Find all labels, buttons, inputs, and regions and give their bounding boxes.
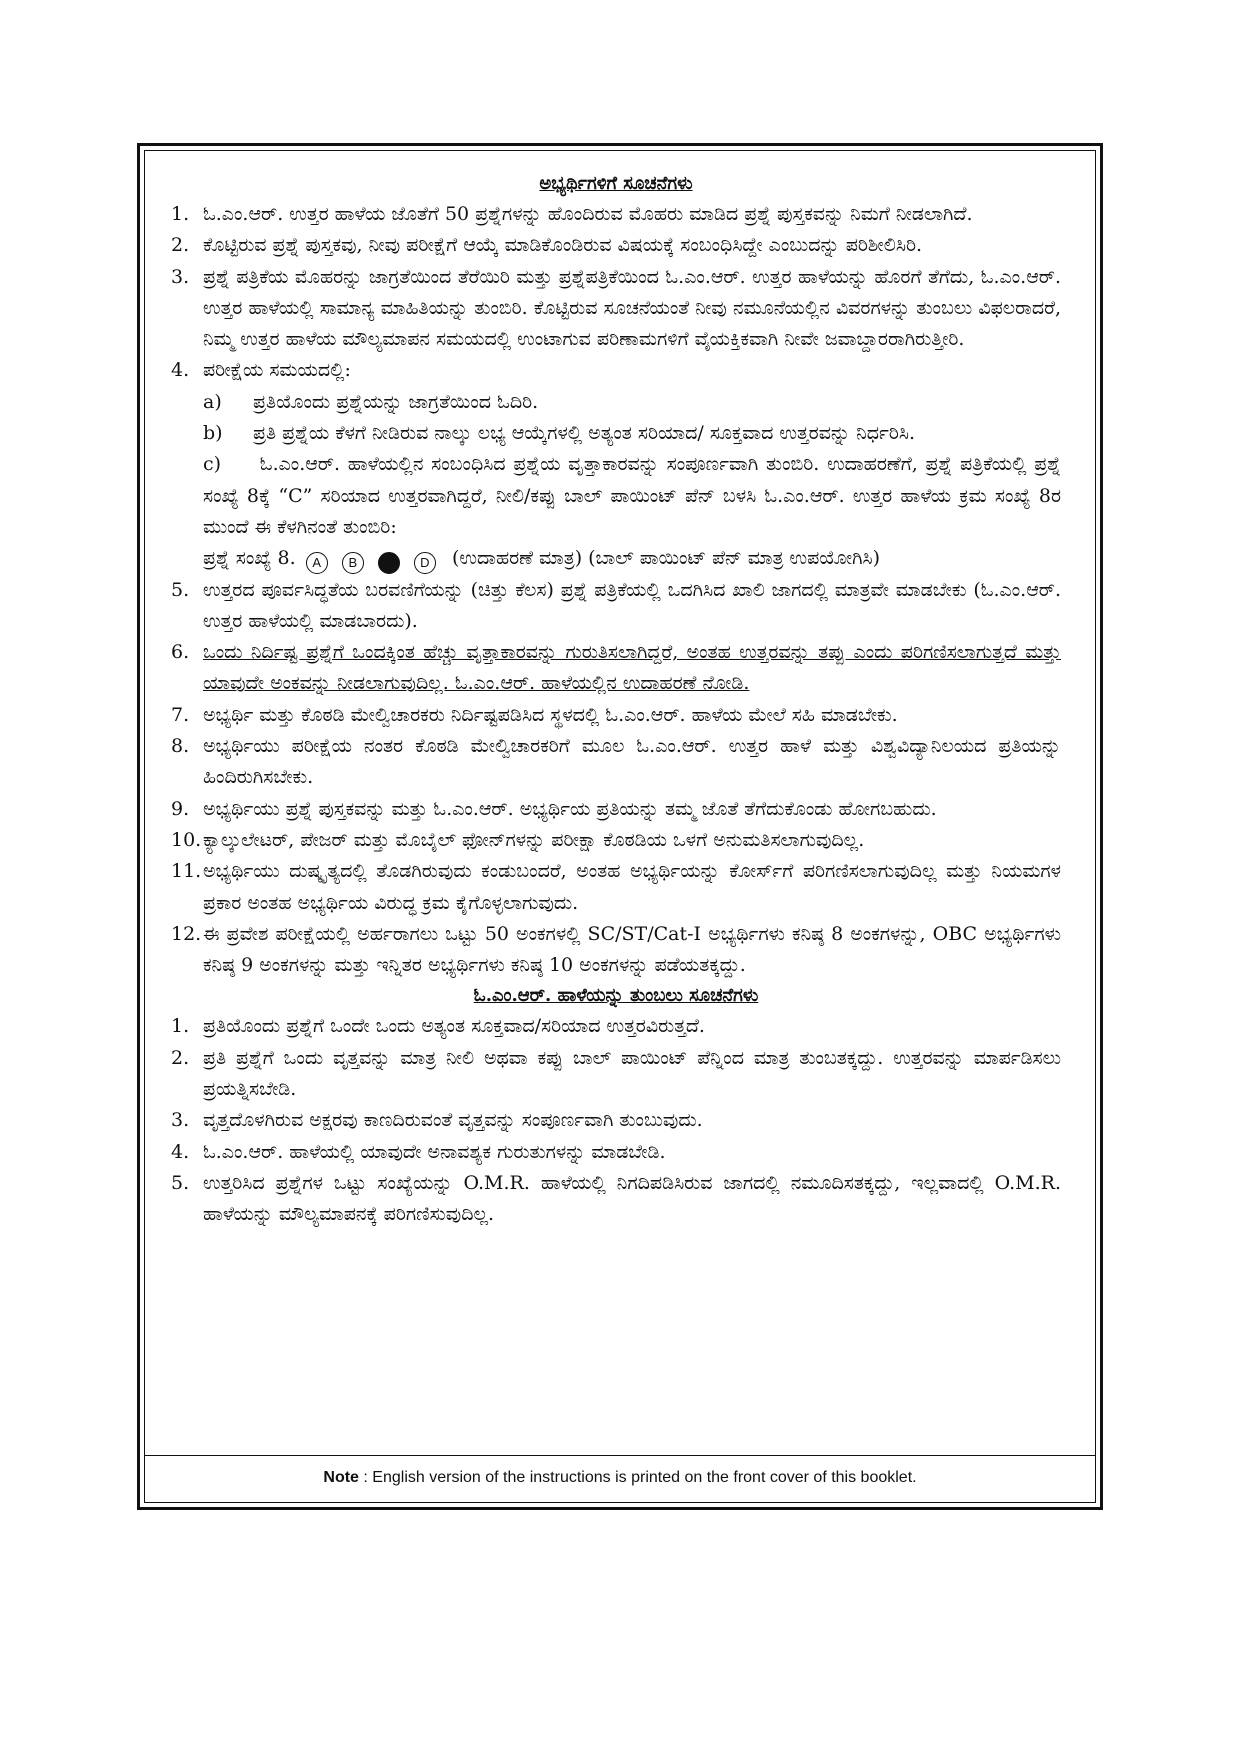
omr-bubble-c-filled: C xyxy=(378,552,400,574)
instruction-item: 5. ಉತ್ತರದ ಪೂರ್ವಸಿದ್ಧತೆಯ ಬರವಣಿಗೆಯನ್ನು (ಚಿತ್ತು ಕೆಲಸ) ಪ್ರಶ್ನೆ ಪತ್ರಿಕೆಯಲ್ಲಿ ಒದಗಿಸಿದ ಖಾಲಿ ಜಾಗದಲ್ಲಿ ಮಾತ್ರವೇ ಮಾಡಬೇಕು (ಓ.ಎಂ.ಆರ್. ಉತ್ತರ ಹಾಳೆಯಲ್ಲಿ ಮಾಡಬಾರದು). xyxy=(171,578,1061,632)
instruction-subitems xyxy=(171,387,1061,575)
instruction-item: 4. ಪರೀಕ್ಷೆಯ ಸಮಯದಲ್ಲಿ: xyxy=(171,359,351,382)
instruction-item: 9. ಅಭ್ಯರ್ಥಿಯು ಪ್ರಶ್ನೆ ಪುಸ್ತಕವನ್ನು ಮತ್ತು ಓ.ಎಂ.ಆರ್. ಅಭ್ಯರ್ಥಿಯ ಪ್ರತಿಯನ್ನು ತಮ್ಮ ಜೊತೆ ತೆಗೆದುಕೊಂಡು ಹೋಗಬಹುದು. xyxy=(171,797,937,820)
omr-instruction-item: 5. ಉತ್ತರಿಸಿದ ಪ್ರಶ್ನೆಗಳ ಒಟ್ಟು ಸಂಖ್ಯೆಯನ್ನು O.M.R. ಹಾಳೆಯಲ್ಲಿ ನಿಗದಿಪಡಿಸಿರುವ ಜಾಗದಲ್ಲಿ ನಮೂದಿಸತಕ್ಕದ್ದು, ಇಲ್ಲವಾದಲ್ಲಿ O.M.R. ಹಾಳೆಯನ್ನು ಮೌಲ್ಯಮಾಪನಕ್ಕೆ ಪರಿಗಣಿಸುವುದಿಲ್ಲ. xyxy=(171,1171,1061,1226)
instruction-item: 6. ಒಂದು ನಿರ್ದಿಷ್ಟ ಪ್ರಶ್ನೆಗೆ ಒಂದಕ್ಕಿಂತ ಹೆಚ್ಚು ವೃತ್ತಾಕಾರವನ್ನು ಗುರುತಿಸಲಾಗಿದ್ದರೆ, ಅಂತಹ ಉತ್ತರವನ್ನು ತಪ್ಪು ಎಂದು ಪರಿಗಣಿಸಲಾಗುತ್ತದೆ ಮತ್ತು ಯಾವುದೇ ಅಂಕವನ್ನು ನೀಡಲಾಗುವುದಿಲ್ಲ. ಓ.ಎಂ.ಆರ್. ಹಾಳೆಯಲ್ಲಿನ ಉದಾಹರಣೆ ನೋಡಿ. xyxy=(171,641,1061,695)
section2-heading: ಓ.ಎಂ.ಆರ್. ಹಾಳೆಯನ್ನು ತುಂಬಲು ಸೂಚನೆಗಳು xyxy=(473,985,759,1007)
instruction-item: 2. ಕೊಟ್ಟಿರುವ ಪ್ರಶ್ನೆ ಪುಸ್ತಕವು, ನೀವು ಪರೀಕ್ಷೆಗೆ ಆಯ್ಕೆ ಮಾಡಿಕೊಂಡಿರುವ ವಿಷಯಕ್ಕೆ ಸಂಬಂಧಿಸಿದ್ದೇ ಎಂಬುದನ್ನು ಪರಿಶೀಲಿಸಿರಿ. xyxy=(171,234,923,257)
instructions-inner-frame xyxy=(144,150,1096,1503)
omr-example-row: ಪ್ರಶ್ನೆ ಸಂಖ್ಯೆ 8. A B C D (ಉದಾಹರಣೆ ಮಾತ್ರ) (ಬಾಲ್ ಪಾಯಿಂಟ್ ಪೆನ್ ಮಾತ್ರ ಉಪಯೋಗಿಸಿ) xyxy=(203,543,1061,574)
note-text: : English version of the instructions is printed on the front cover of this booklet. xyxy=(363,1469,917,1486)
omr-instruction-item: 3. ವೃತ್ತದೊಳಗಿರುವ ಅಕ್ಷರವು ಕಾಣದಿರುವಂತೆ ವೃತ್ತವನ್ನು ಸಂಪೂರ್ಣವಾಗಿ ತುಂಬುವುದು. xyxy=(171,1109,703,1132)
instruction-item: 1. ಓ.ಎಂ.ಆರ್. ಉತ್ತರ ಹಾಳೆಯ ಜೊತೆಗೆ 50 ಪ್ರಶ್ನೆಗಳನ್ನು ಹೊಂದಿರುವ ಮೊಹರು ಮಾಡಿದ ಪ್ರಶ್ನೆ ಪುಸ್ತಕವನ್ನು ನಿಮಗೆ ನೀಡಲಾಗಿದೆ. xyxy=(171,203,973,225)
sub-item-b: b) ಪ್ರತಿ ಪ್ರಶ್ನೆಯ ಕೆಳಗೆ ನೀಡಿರುವ ನಾಲ್ಕು ಲಭ್ಯ ಆಯ್ಕೆಗಳಲ್ಲಿ ಅತ್ಯಂತ ಸರಿಯಾದ/ ಸೂಕ್ತವಾದ ಉತ್ತರವನ್ನು ನಿರ್ಧರಿಸಿ. xyxy=(203,422,915,445)
section1-heading: ಅಭ್ಯರ್ಥಿಗಳಿಗೆ ಸೂಚನೆಗಳು xyxy=(539,173,693,194)
omr-bubble-b: B xyxy=(342,552,364,574)
sub-item-a: a) ಪ್ರತಿಯೊಂದು ಪ್ರಶ್ನೆಯನ್ನು ಜಾಗ್ರತೆಯಿಂದ ಓದಿರಿ. xyxy=(203,390,539,413)
omr-instruction-item: 2. ಪ್ರತಿ ಪ್ರಶ್ನೆಗೆ ಒಂದು ವೃತ್ತವನ್ನು ಮಾತ್ರ ನೀಲಿ ಅಥವಾ ಕಪ್ಪು ಬಾಲ್ ಪಾಯಿಂಟ್ ಪೆನ್ನಿಂದ ಮಾತ್ರ ತುಂಬತಕ್ಕದ್ದು. ಉತ್ತರವನ್ನು ಮಾರ್ಪಡಿಸಲು ಪ್ರಯತ್ನಿಸಬೇಡಿ. xyxy=(171,1046,1061,1101)
omr-instruction-item: 4. ಓ.ಎಂ.ಆರ್. ಹಾಳೆಯಲ್ಲಿ ಯಾವುದೇ ಅನಾವಶ್ಯಕ ಗುರುತುಗಳನ್ನು ಮಾಡಬೇಡಿ. xyxy=(171,1140,666,1163)
instruction-item: 3. ಪ್ರಶ್ನೆ ಪತ್ರಿಕೆಯ ಮೊಹರನ್ನು ಜಾಗ್ರತೆಯಿಂದ ತೆರೆಯಿರಿ ಮತ್ತು ಪ್ರಶ್ನೆಪತ್ರಿಕೆಯಿಂದ ಓ.ಎಂ.ಆರ್. ಉತ್ತರ ಹಾಳೆಯನ್ನು ಹೊರಗೆ ತೆಗೆದು, ಓ.ಎಂ.ಆರ್. ಉತ್ತರ ಹಾಳೆಯಲ್ಲಿ ಸಾಮಾನ್ಯ ಮಾಹಿತಿಯನ್ನು ತುಂಬಿರಿ. ಕೊಟ್ಟಿರುವ ಸೂಚನೆಯಂತೆ ನೀವು ನಮೂನೆಯಲ್ಲಿನ ವಿವರಗಳನ್ನು ತುಂಬಲು ವಿಫಲರಾದರೆ, ನಿಮ್ಮ ಉತ್ತರ ಹಾಳೆಯ ಮೌಲ್ಯಮಾಪನ ಸಮಯದಲ್ಲಿ ಉಂಟಾಗುವ ಪರಿಣಾಮಗಳಿಗೆ ವೈಯಕ್ತಿಕವಾಗಿ ನೀವೇ ಜವಾಬ್ದಾರರಾಗಿರುತ್ತೀರಿ. xyxy=(171,265,1061,351)
instructions-frame xyxy=(137,143,1103,1510)
omr-instruction-item: 1. ಪ್ರತಿಯೊಂದು ಪ್ರಶ್ನೆಗೆ ಒಂದೇ ಒಂದು ಅತ್ಯಂತ ಸೂಕ್ತವಾದ/ಸರಿಯಾದ ಉತ್ತರವಿರುತ್ತದೆ. xyxy=(171,1015,705,1038)
instruction-item: 10. ಕ್ಯಾಲ್ಕುಲೇಟರ್, ಪೇಜರ್ ಮತ್ತು ಮೊಬೈಲ್ ಫೋನ್‌ಗಳನ್ನು ಪರೀಕ್ಷಾ ಕೊಠಡಿಯ ಒಳಗೆ ಅನುಮತಿಸಲಾಗುವುದಿಲ್ಲ. xyxy=(171,828,865,851)
instruction-item: 12. ಈ ಪ್ರವೇಶ ಪರೀಕ್ಷೆಯಲ್ಲಿ ಅರ್ಹರಾಗಲು ಒಟ್ಟು 50 ಅಂಕಗಳಲ್ಲಿ SC/ST/Cat-I ಅಭ್ಯರ್ಥಿಗಳು ಕನಿಷ್ಠ 8 ಅಂಕಗಳನ್ನು, OBC ಅಭ್ಯರ್ಥಿಗಳು ಕನಿಷ್ಠ 9 ಅಂಕಗಳನ್ನು ಮತ್ತು ಇನ್ನಿತರ ಅಭ್ಯರ್ಥಿಗಳು ಕನಿಷ್ಠ 10 ಅಂಕಗಳನ್ನು ಪಡೆಯತಕ್ಕದ್ದು. xyxy=(171,922,1061,977)
note-bar xyxy=(145,1455,1095,1502)
instruction-item: 11. ಅಭ್ಯರ್ಥಿಯು ದುಷ್ಕೃತ್ಯದಲ್ಲಿ ತೊಡಗಿರುವುದು ಕಂಡುಬಂದರೆ, ಅಂತಹ ಅಭ್ಯರ್ಥಿಯನ್ನು ಕೋರ್ಸ್‌ಗೆ ಪರಿಗಣಿಸಲಾಗುವುದಿಲ್ಲ ಮತ್ತು ನಿಯಮಗಳ ಪ್ರಕಾರ ಅಂತಹ ಅಭ್ಯರ್ಥಿಯ ವಿರುದ್ಧ ಕ್ರಮ ಕೈಗೊಳ್ಳಲಾಗುವುದು. xyxy=(171,860,1061,914)
sub-item-c: c) ಓ.ಎಂ.ಆರ್. ಹಾಳೆಯಲ್ಲಿನ ಸಂಬಂಧಿಸಿದ ಪ್ರಶ್ನೆಯ ವೃತ್ತಾಕಾರವನ್ನು ಸಂಪೂರ್ಣವಾಗಿ ತುಂಬಿರಿ. ಉದಾಹರಣೆಗೆ, ಪ್ರಶ್ನೆ ಪತ್ರಿಕೆಯಲ್ಲಿ ಪ್ರಶ್ನೆ ಸಂಖ್ಯೆ 8ಕ್ಕೆ “C” ಸರಿಯಾದ ಉತ್ತರವಾಗಿದ್ದರೆ, ನೀಲಿ/ಕಪ್ಪು ಬಾಲ್ ಪಾಯಿಂಟ್ ಪೆನ್ ಬಳಸಿ ಓ.ಎಂ.ಆರ್. ಉತ್ತರ ಹಾಳೆಯ ಕ್ರಮ ಸಂಖ್ಯೆ 8ರ ಮುಂದೆ ಈ ಕೆಳಗಿನಂತೆ ತುಂಬಿರಿ: xyxy=(203,453,1061,538)
omr-bubble-d: D xyxy=(414,552,436,574)
omr-bubble-a: A xyxy=(306,552,328,574)
instruction-item: 8. ಅಭ್ಯರ್ಥಿಯು ಪರೀಕ್ಷೆಯ ನಂತರ ಕೊಠಡಿ ಮೇಲ್ವಿಚಾರಕರಿಗೆ ಮೂಲ ಓ.ಎಂ.ಆರ್. ಉತ್ತರ ಹಾಳೆ ಮತ್ತು ವಿಶ್ವವಿದ್ಯಾನಿಲಯದ ಪ್ರತಿಯನ್ನು ಹಿಂದಿರುಗಿಸಬೇಕು. xyxy=(171,735,1061,789)
instructions-content xyxy=(145,151,1095,1456)
instruction-item: 7. ಅಭ್ಯರ್ಥಿ ಮತ್ತು ಕೊಠಡಿ ಮೇಲ್ವಿಚಾರಕರು ನಿರ್ದಿಷ್ಟಪಡಿಸಿದ ಸ್ಥಳದಲ್ಲಿ ಓ.ಎಂ.ಆರ್. ಹಾಳೆಯ ಮೇಲೆ ಸಹಿ ಮಾಡಬೇಕು. xyxy=(171,703,898,726)
note-label: Note xyxy=(323,1469,359,1486)
